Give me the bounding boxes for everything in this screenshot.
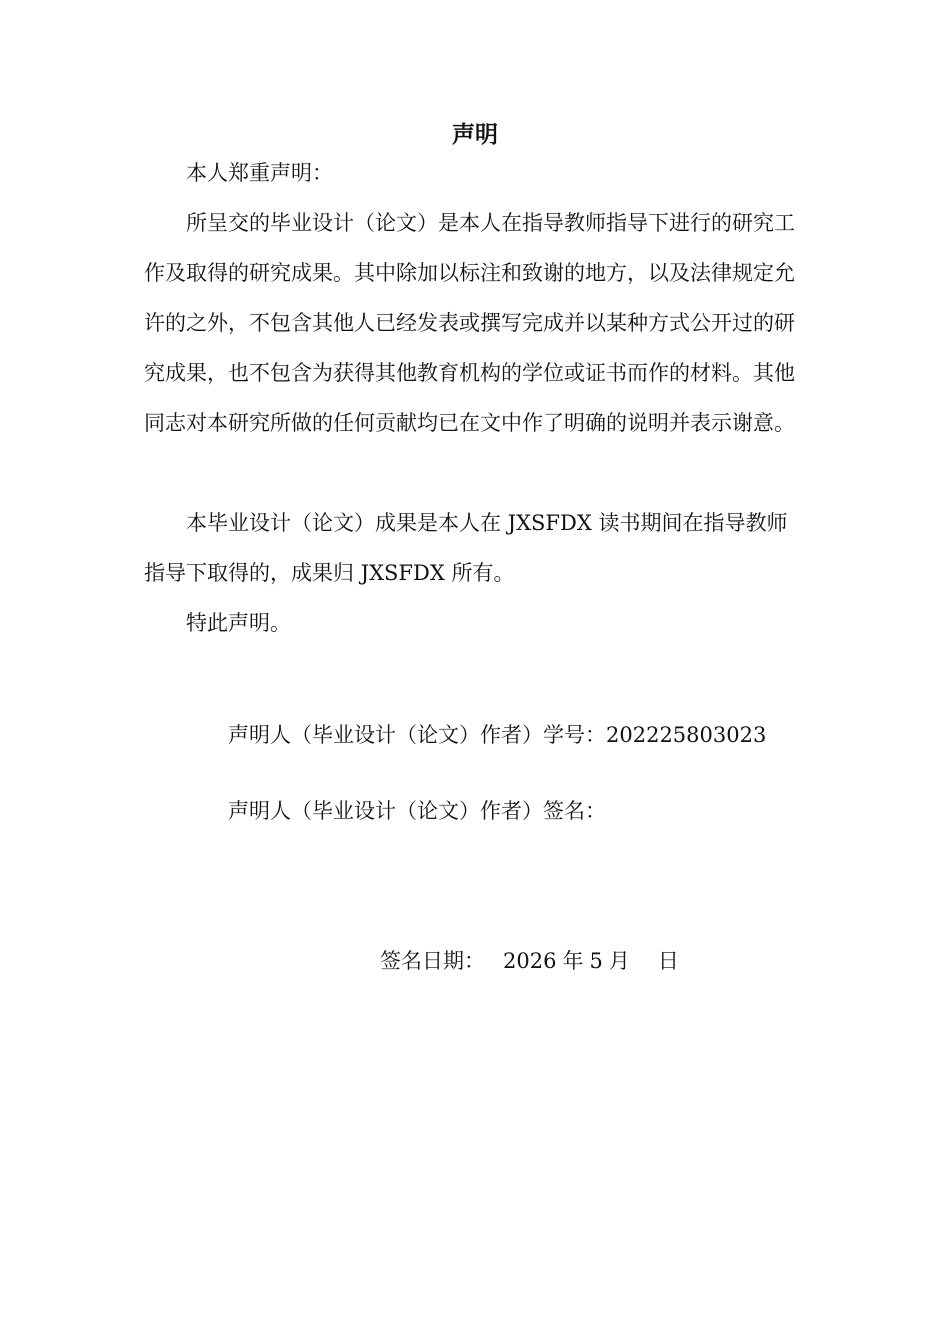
student-id-value: 202225803023: [606, 723, 767, 747]
greeting: 本人郑重声明：: [186, 161, 333, 185]
student-id-line: [228, 720, 766, 750]
paragraph-2: 本毕业设计（论文）成果是本人在 JXSFDX 读书期间在指导教师指导下取得的，成果归 JXSFDX 所有。: [144, 511, 788, 585]
date-month-unit: 月: [608, 949, 630, 973]
closing-statement: 特此声明。: [186, 611, 291, 635]
signature-date-line: [380, 946, 679, 976]
date-month: 5: [589, 949, 603, 973]
paragraph-1: 所呈交的毕业设计（论文）是本人在指导教师指导下进行的研究工作及取得的研究成果。其中除加以标注和致谢的地方，以及法律规定允许的之外，不包含其他人已经发表或撰写完成并以某种方式公开过的研究成果，也不包含为获得其他教育机构的学位或证书而作的材料。其他同志对本研究所做的任何贡献均已在文中作了明确的说明并表示谢意。: [144, 211, 795, 435]
page-title: 声明: [452, 122, 498, 148]
student-id-label: 声明人（毕业设计（论文）作者）学号：: [228, 723, 606, 747]
date-year: 2026: [503, 949, 557, 973]
date-year-unit: 年: [562, 949, 584, 973]
date-day-unit: 日: [657, 949, 679, 973]
signature-label: 声明人（毕业设计（论文）作者）签名：: [228, 799, 606, 823]
signature-line: [228, 796, 606, 826]
date-label: 签名日期：: [380, 949, 485, 973]
